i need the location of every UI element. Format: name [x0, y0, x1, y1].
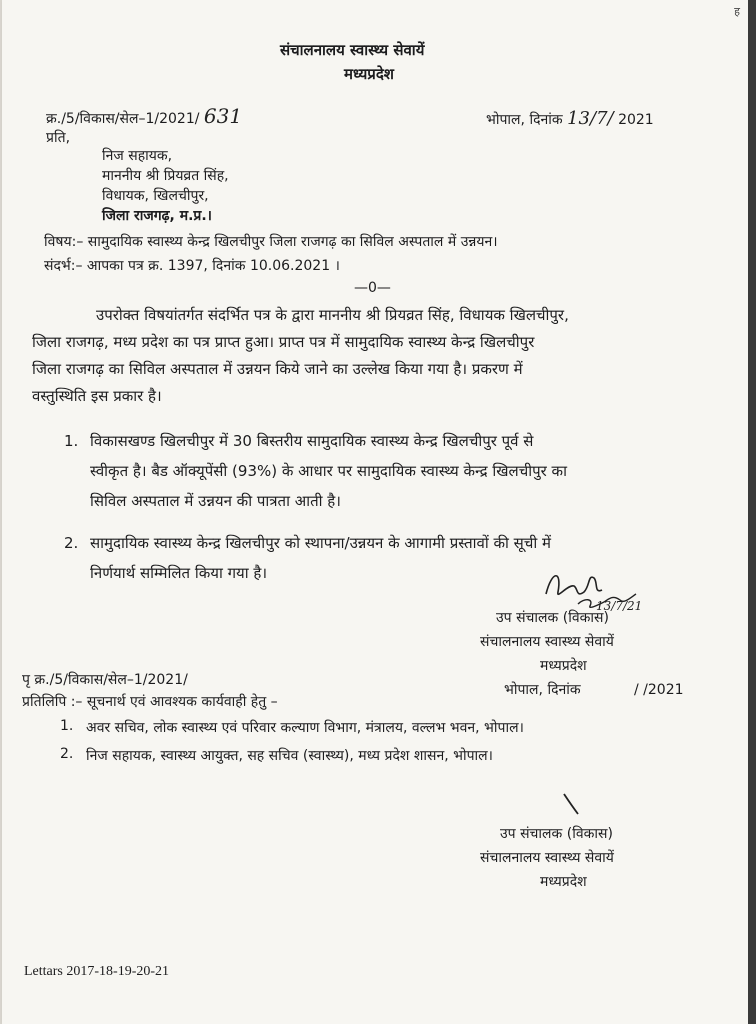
- to-line-2: माननीय श्री प्रियव्रत सिंह,: [102, 168, 229, 184]
- svg-text:13/7/21: 13/7/21: [596, 599, 643, 612]
- header-state: मध्यप्रदेश: [344, 65, 395, 83]
- ref-number-prefix: क्र./5/विकास/सेल–1/2021/: [46, 111, 200, 127]
- body-line-1: उपरोक्त विषयांतर्गत संदर्भित पत्र के द्वारा माननीय श्री प्रियव्रत सिंह, विधायक खिलचीपुर,: [96, 306, 569, 324]
- copy-1-text: अवर सचिव, लोक स्वास्थ्य एवं परिवार कल्याण विभाग, मंत्रालय, वल्लभ भवन, भोपाल।: [86, 720, 524, 736]
- copy-heading: प्रतिलिपि :– सूचनार्थ एवं आवश्यक कार्यवाही हेतु –: [22, 694, 278, 710]
- signature-1: [538, 564, 648, 612]
- copy-2-number: 2.: [60, 746, 74, 762]
- subject-line: विषय:– सामुदायिक स्वास्थ्य केन्द्र खिलचीपुर जिला राजगढ़ का सिविल अस्पताल में उन्नयन।: [44, 234, 498, 250]
- point-2-line-1: सामुदायिक स्वास्थ्य केन्द्र खिलचीपुर को स्थापना/उन्नयन के आगामी प्रस्तावों की सूची में: [90, 534, 551, 552]
- reference-line: संदर्भ:– आपका पत्र क्र. 1397, दिनांक 10.06.2021 ।: [44, 258, 340, 274]
- point-2-line-2: निर्णयार्थ सम्मिलित किया गया है।: [90, 564, 268, 582]
- sign1-org: संचालनालय स्वास्थ्य सेवायें: [480, 634, 614, 650]
- sign1-designation: उप संचालक (विकास): [496, 610, 609, 626]
- to-line-4: जिला राजगढ़, म.प्र.।: [102, 208, 212, 224]
- sign2-org: संचालनालय स्वास्थ्य सेवायें: [480, 850, 614, 866]
- ref-date-year: 2021: [618, 112, 654, 128]
- to-prati: प्रति,: [46, 130, 71, 146]
- sign2-designation: उप संचालक (विकास): [500, 826, 613, 842]
- header-org: संचालनालय स्वास्थ्य सेवायें: [280, 41, 425, 59]
- to-line-3: विधायक, खिलचीपुर,: [102, 188, 209, 204]
- point-1-line-3: सिविल अस्पताल में उन्नयन की पात्रता आती है।: [90, 492, 341, 510]
- ref-date: [486, 108, 654, 129]
- copy-2-text: निज सहायक, स्वास्थ्य आयुक्त, सह सचिव (स्वास्थ्य), मध्य प्रदेश शासन, भोपाल।: [86, 748, 493, 764]
- endorsement-date-prefix: भोपाल, दिनांक: [504, 682, 581, 698]
- ref-number-handwritten: 631: [203, 104, 243, 128]
- sign1-state: मध्यप्रदेश: [540, 658, 587, 674]
- point-2-number: 2.: [64, 534, 79, 552]
- point-1-line-1: विकासखण्ड खिलचीपुर में 30 बिस्तरीय सामुदायिक स्वास्थ्य केन्द्र खिलचीपुर पूर्व से: [90, 432, 534, 450]
- ref-date-handwritten: 13/7/: [567, 108, 614, 129]
- footer-text: Lettars 2017-18-19-20-21: [24, 964, 170, 979]
- signature-2: [558, 790, 588, 818]
- point-1-number: 1.: [64, 432, 79, 450]
- sign2-state: मध्यप्रदेश: [540, 874, 587, 890]
- body-line-4: वस्तुस्थिति इस प्रकार है।: [32, 387, 162, 405]
- to-line-1: निज सहायक,: [102, 148, 173, 164]
- ref-date-prefix: भोपाल, दिनांक: [486, 112, 563, 128]
- point-1-line-2: स्वीकृत है। बैड ऑक्यूपेंसी (93%) के आधार पर सामुदायिक स्वास्थ्य केन्द्र खिलचीपुर का: [90, 462, 567, 480]
- edge-mark: ह: [734, 5, 740, 18]
- page-edge-shadow: [748, 0, 756, 1024]
- endorsement-date-blank: / /2021: [634, 682, 684, 698]
- body-line-3: जिला राजगढ़ का सिविल अस्पताल में उन्नयन किये जाने का उल्लेख किया गया है। प्रकरण में: [32, 360, 523, 378]
- endorsement-number: पृ क्र./5/विकास/सेल–1/2021/: [22, 672, 188, 688]
- body-line-2: जिला राजगढ़, मध्य प्रदेश का पत्र प्राप्त हुआ। प्राप्त पत्र में सामुदायिक स्वास्थ्य केन्द्र खिलचीपुर: [32, 333, 535, 351]
- ref-number: [46, 104, 242, 128]
- copy-1-number: 1.: [60, 718, 74, 734]
- separator: —0—: [354, 280, 391, 296]
- letter-page: [2, 0, 750, 1024]
